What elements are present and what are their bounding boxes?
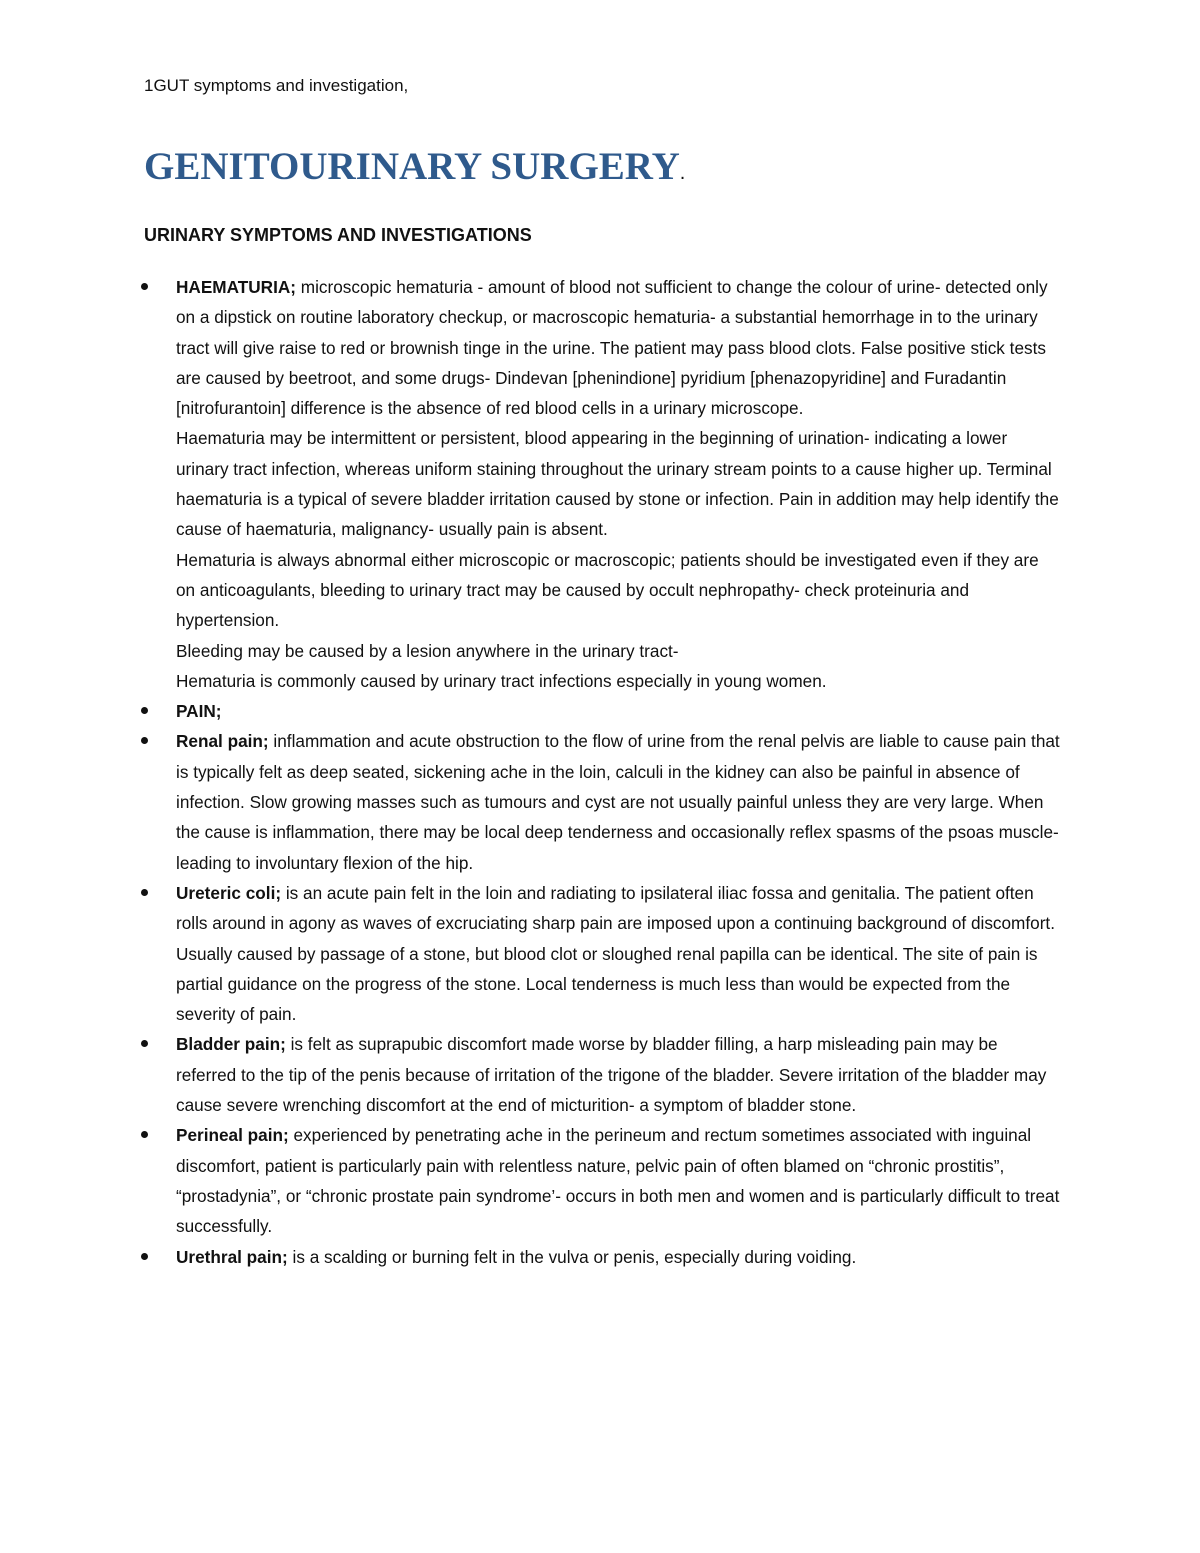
bullet-icon (141, 1040, 148, 1047)
section-heading: URINARY SYMPTOMS AND INVESTIGATIONS (144, 225, 532, 245)
item-term: Renal pain; (176, 731, 269, 752)
list-item-ureteric-colic (0, 878, 1200, 1029)
item-text: experienced by penetrating ache in the perineum and rectum sometimes associated with inguinal discomfort, patient is particularly pain with relentless nature, pelvic pain of often blamed on “chronic prostitis”, “prostadynia”, or “chronic prostate pain syndrome’- occurs in both men and women and is particularly difficult to treat successfully. (176, 1125, 1060, 1237)
item-text: microscopic hematuria - amount of blood not sufficient to change the colour of urine- detected only on a dipstick on routine laboratory checkup, or macroscopic hematuria- a substantial hemorrhage in to the urinary tract will give raise to red or brownish tinge in the urine. The patient may pass blood clots. False positive stick tests are caused by beetroot, and some drugs- Dindevan [phenindione] pyridium [phenazopyridine] and Furadantin [nitrofurantoin] difference is the absence of red blood cells in a urinary microscope. (176, 277, 1048, 419)
paragraph (176, 272, 1060, 423)
list-item-pain (0, 696, 1200, 726)
item-term: Ureteric coli; (176, 882, 282, 903)
item-term: PAIN; (176, 701, 222, 722)
item-term: Perineal pain; (176, 1125, 289, 1146)
paragraph (176, 726, 1060, 877)
item-term: Bladder pain; (176, 1034, 286, 1055)
bullet-icon (141, 1253, 148, 1260)
bullet-icon (141, 283, 148, 290)
paragraph (176, 1029, 1060, 1120)
symptom-list (0, 272, 1200, 1272)
item-term: HAEMATURIA; (176, 277, 296, 297)
item-text: is an acute pain felt in the loin and radiating to ipsilateral iliac fossa and genitalia. The patient often rolls around in agony as waves of excruciating sharp pain are imposed upon a continuing background of discomfort. Usually caused by passage of a stone, but blood clot or sloughed renal papilla can be identical. The site of pain is partial guidance on the progress of the stone. Local tenderness is much less than would be expected from the severity of pain. (176, 882, 1055, 1025)
item-text: is felt as suprapubic discomfort made worse by bladder filling, a harp misleading pain may be referred to the tip of the penis because of irritation of the trigone of the bladder. Severe irritation of the bladder may cause severe wrenching discomfort at the end of micturition- a symptom of bladder stone. (176, 1034, 1047, 1116)
list-item-bladder-pain (0, 1029, 1200, 1120)
paragraph: Haematuria may be intermittent or persistent, blood appearing in the beginning of urination- indicating a lower urinary tract infection, whereas uniform staining throughout the urinary stream points to a cause higher up. Terminal haematuria is a typical of severe bladder irritation caused by stone or infection. Pain in addition may help identify the cause of haematuria, malignancy- usually pain is absent. (176, 428, 1059, 540)
item-text: inflammation and acute obstruction to the flow of urine from the renal pelvis are liable to cause pain that is typically felt as deep seated, sickening ache in the loin, calculi in the kidney can also be painful in absence of infection. Slow growing masses such as tumours and cyst are not usually painful unless they are very large. When the cause is inflammation, there may be local deep tenderness and occasionally reflex spasms of the psoas muscle- leading to involuntary flexion of the hip. (176, 731, 1060, 873)
item-text: is a scalding or burning felt in the vulva or penis, especially during voiding. (287, 1246, 857, 1267)
document-title-period: . (679, 162, 686, 184)
bullet-icon (141, 737, 148, 744)
document-title (144, 142, 685, 198)
list-item-urethral-pain (0, 1242, 1200, 1272)
bullet-icon (141, 707, 148, 714)
page-header: 1GUT symptoms and investigation, (144, 76, 409, 95)
bullet-icon (141, 889, 148, 896)
document-title-text: GENITOURINARY SURGERY (144, 145, 680, 188)
paragraph (176, 878, 1060, 1029)
paragraph: Bleeding may be caused by a lesion anywhere in the urinary tract- (176, 640, 679, 661)
paragraph (176, 696, 1060, 726)
item-term: Urethral pain; (176, 1246, 288, 1267)
bullet-icon (141, 1131, 148, 1138)
paragraph (176, 1120, 1060, 1241)
paragraph: Hematuria is commonly caused by urinary tract infections especially in young women. (176, 670, 827, 691)
list-item-renal-pain (0, 726, 1200, 877)
paragraph: Hematuria is always abnormal either microscopic or macroscopic; patients should be investigated even if they are on anticoagulants, bleeding to urinary tract may be caused by occult nephropathy- check proteinuria and hypertension. (176, 549, 1039, 631)
paragraph (176, 1242, 1060, 1272)
list-item-haematuria (0, 272, 1200, 696)
list-item-perineal-pain (0, 1120, 1200, 1241)
